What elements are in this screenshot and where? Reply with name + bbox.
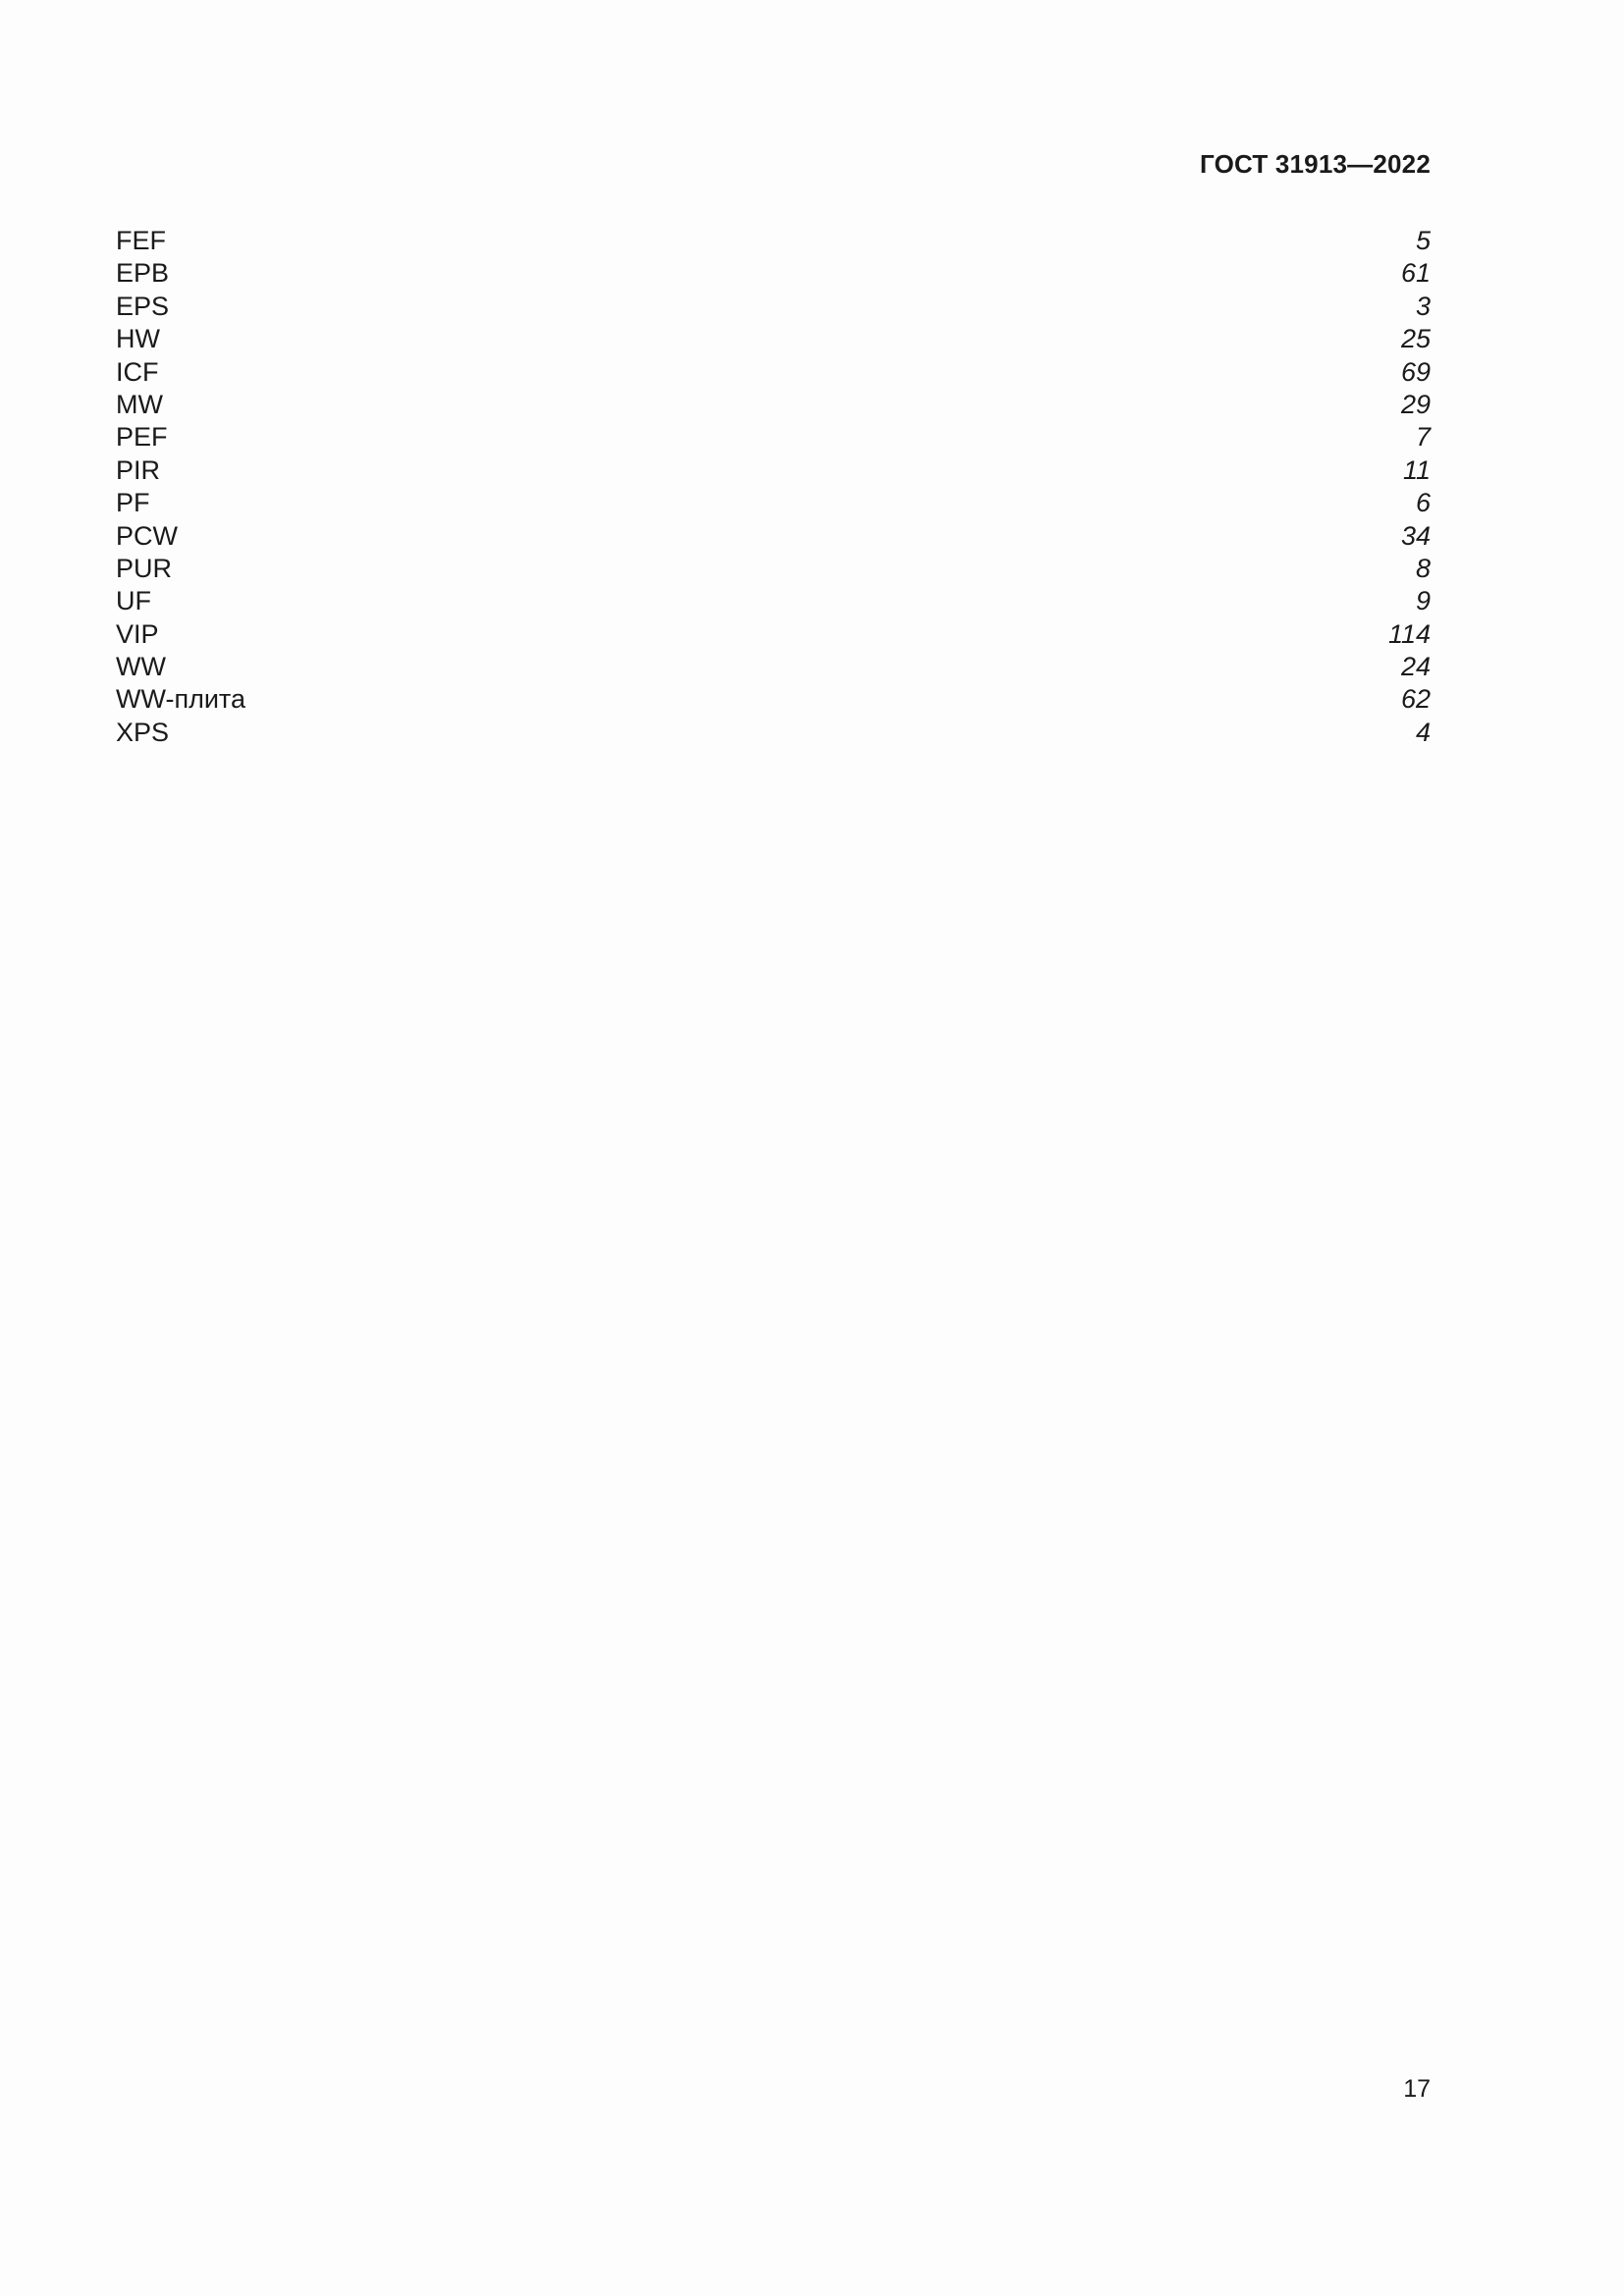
index-entry: [116, 717, 1431, 749]
index-term: WW: [116, 652, 166, 682]
index-entry: [116, 683, 1431, 716]
index-entry: [116, 618, 1431, 651]
index-term: WW-плита: [116, 684, 246, 715]
index-term: UF: [116, 586, 151, 616]
index-page-ref: 29: [1400, 389, 1431, 419]
index-term: FEF: [116, 226, 166, 255]
index-entry: [116, 291, 1431, 323]
abbreviation-index: [116, 225, 1431, 749]
document-standard-code: ГОСТ 31913—2022: [1200, 149, 1431, 179]
index-entry: [116, 585, 1431, 617]
index-entry: [116, 421, 1431, 454]
index-page-ref: 11: [1402, 454, 1431, 485]
index-page-ref: 34: [1400, 520, 1431, 551]
index-entry: [116, 389, 1431, 421]
index-term: ICF: [116, 356, 159, 387]
index-entry: [116, 257, 1431, 290]
index-term: XPS: [116, 717, 170, 747]
index-entry: [116, 356, 1431, 389]
index-page-ref: 24: [1400, 652, 1431, 682]
index-entry: [116, 454, 1431, 487]
index-term: EPB: [116, 258, 170, 289]
index-page-ref: 61: [1400, 258, 1431, 289]
page-number: 17: [1403, 2075, 1431, 2103]
index-term: PIR: [116, 454, 161, 485]
index-entry: [116, 553, 1431, 585]
index-page-ref: 114: [1387, 618, 1431, 649]
index-term: MW: [116, 389, 163, 419]
index-page-ref: 9: [1415, 586, 1431, 616]
index-entry: [116, 651, 1431, 683]
index-page-ref: 5: [1415, 226, 1431, 255]
index-term: VIP: [116, 618, 159, 649]
index-page-ref: 7: [1415, 422, 1431, 453]
index-term: PCW: [116, 520, 178, 551]
index-page-ref: 4: [1415, 717, 1431, 747]
index-term: EPS: [116, 291, 170, 321]
index-term: PF: [116, 488, 150, 518]
index-term: PEF: [116, 422, 168, 453]
index-entry: [116, 487, 1431, 519]
index-entry: [116, 520, 1431, 553]
index-entry: [116, 323, 1431, 355]
index-page-ref: 69: [1400, 356, 1431, 387]
index-page-ref: 25: [1400, 324, 1431, 354]
index-page-ref: 3: [1415, 291, 1431, 321]
index-page-ref: 6: [1415, 488, 1431, 518]
index-term: HW: [116, 324, 160, 354]
index-term: PUR: [116, 553, 173, 583]
index-entry: [116, 225, 1431, 257]
index-page-ref: 8: [1415, 553, 1431, 583]
index-page-ref: 62: [1400, 684, 1431, 715]
